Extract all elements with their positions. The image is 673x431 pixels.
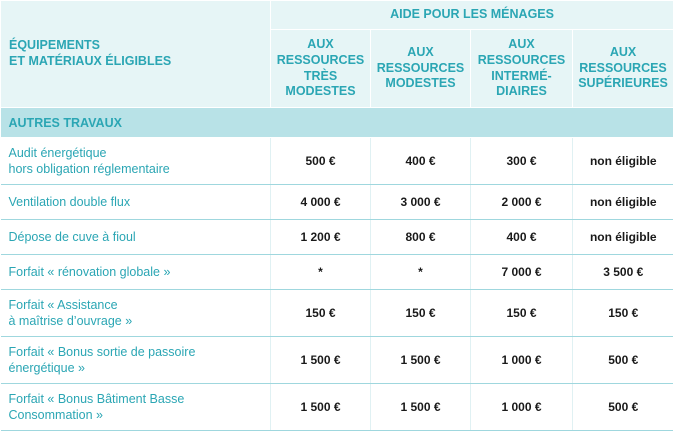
table-cell: 1 500 € xyxy=(271,337,371,384)
table-cell: 1 200 € xyxy=(271,220,371,255)
column-header-line: AUX xyxy=(407,45,433,59)
table-cell: 1 500 € xyxy=(371,337,471,384)
table-cell: 3 500 € xyxy=(573,255,673,290)
equipment-header-line1: ÉQUIPEMENTS xyxy=(9,38,100,52)
table-cell: 1 500 € xyxy=(371,384,471,431)
section-title: AUTRES TRAVAUX xyxy=(1,108,673,138)
equipment-header-line2: ET MATÉRIAUX ÉLIGIBLES xyxy=(9,54,171,68)
equipment-header xyxy=(1,1,271,108)
table-cell: 4 000 € xyxy=(271,185,371,220)
table-cell: 500 € xyxy=(271,138,371,185)
row-label xyxy=(1,384,271,431)
row-label: Dépose de cuve à fioul xyxy=(1,220,271,255)
column-header-line: RESSOURCES xyxy=(377,61,465,75)
row-label xyxy=(1,337,271,384)
table-body xyxy=(1,108,673,431)
table-row xyxy=(1,384,673,431)
column-header-line: DIAIRES xyxy=(496,84,547,98)
table-row xyxy=(1,290,673,337)
row-label-line: Forfait « Bonus sortie de passoire xyxy=(9,345,196,359)
table-cell: 1 000 € xyxy=(471,384,573,431)
table-cell: 400 € xyxy=(471,220,573,255)
section-row xyxy=(1,108,673,138)
table-cell: non éligible xyxy=(573,185,673,220)
table-row xyxy=(1,220,673,255)
column-header-line: AUX xyxy=(508,37,534,51)
table-cell: 150 € xyxy=(371,290,471,337)
table-cell: 800 € xyxy=(371,220,471,255)
row-label xyxy=(1,138,271,185)
table-cell: 1 500 € xyxy=(271,384,371,431)
column-header-intermediate xyxy=(471,30,573,108)
row-label: Ventilation double flux xyxy=(1,185,271,220)
column-header-line: AUX xyxy=(307,37,333,51)
household-aid-header: AIDE POUR LES MÉNAGES xyxy=(271,1,673,30)
header-group-row xyxy=(1,1,673,30)
row-label: Forfait « rénovation globale » xyxy=(1,255,271,290)
table-row xyxy=(1,185,673,220)
column-header-line: RESSOURCES xyxy=(277,53,365,67)
row-label xyxy=(1,290,271,337)
row-label-line: hors obligation réglementaire xyxy=(9,162,170,176)
column-header-line: INTERMÉ- xyxy=(491,69,551,83)
column-header-line: SUPÉRIEURES xyxy=(578,76,668,90)
table-cell: 150 € xyxy=(573,290,673,337)
column-header-line: MODESTES xyxy=(285,84,355,98)
table-cell: 500 € xyxy=(573,384,673,431)
column-header-line: AUX xyxy=(610,45,636,59)
column-header-line: RESSOURCES xyxy=(478,53,566,67)
column-header-superior xyxy=(573,30,673,108)
row-label-line: Forfait « Assistance xyxy=(9,298,118,312)
table-cell: * xyxy=(371,255,471,290)
table-cell: 2 000 € xyxy=(471,185,573,220)
row-label-line: à maîtrise d’ouvrage » xyxy=(9,314,133,328)
table-header xyxy=(1,1,673,108)
table-cell: 150 € xyxy=(271,290,371,337)
column-header-modest xyxy=(371,30,471,108)
table-cell: 1 000 € xyxy=(471,337,573,384)
column-header-line: TRÈS xyxy=(304,69,337,83)
row-label-line: Audit énergétique xyxy=(9,146,107,160)
table-cell: non éligible xyxy=(573,220,673,255)
column-header-line: MODESTES xyxy=(385,76,455,90)
table-cell: 500 € xyxy=(573,337,673,384)
table-row xyxy=(1,138,673,185)
table-cell: non éligible xyxy=(573,138,673,185)
table-cell: 150 € xyxy=(471,290,573,337)
table-cell: 400 € xyxy=(371,138,471,185)
table-cell: 3 000 € xyxy=(371,185,471,220)
row-label-line: Consommation » xyxy=(9,408,104,422)
column-header-line: RESSOURCES xyxy=(579,61,667,75)
column-header-very-modest xyxy=(271,30,371,108)
table-row xyxy=(1,255,673,290)
table-row xyxy=(1,337,673,384)
table-cell: * xyxy=(271,255,371,290)
row-label-line: énergétique » xyxy=(9,361,85,375)
row-label-line: Forfait « Bonus Bâtiment Basse xyxy=(9,392,185,406)
table-cell: 7 000 € xyxy=(471,255,573,290)
table-cell: 300 € xyxy=(471,138,573,185)
